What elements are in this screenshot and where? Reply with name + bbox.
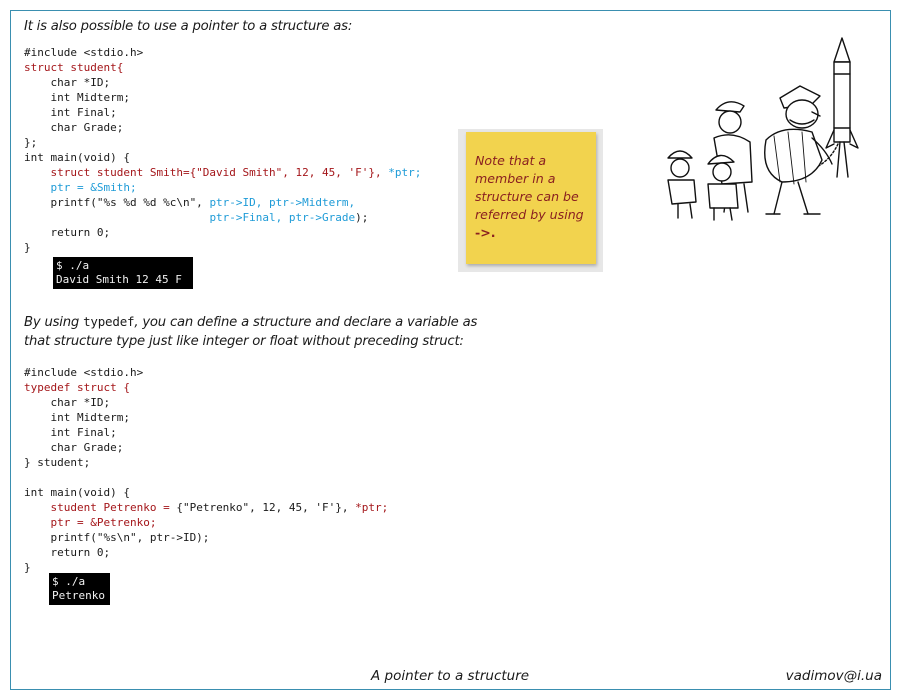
code-token: char Grade;	[24, 441, 124, 454]
code-token: int Midterm;	[24, 411, 130, 424]
cartoon-illustration	[662, 32, 886, 222]
paragraph-text: , you can define a structure and declare a variable as that structure type just like integer or float without preceding struct:	[24, 315, 478, 349]
code-token: #include <stdio.h>	[24, 46, 144, 59]
code-line	[24, 380, 388, 395]
code-token: ptr = &Petrenko;	[24, 516, 157, 529]
arrow-operator: ->.	[475, 225, 496, 240]
code-token: }	[24, 241, 31, 254]
terminal-line: David Smith 12 45 F	[56, 273, 182, 286]
code-line	[24, 500, 388, 515]
intro-text: It is also possible to use a pointer to a structure as:	[24, 19, 353, 34]
code-token: } student;	[24, 456, 91, 469]
slide-footer-title: A pointer to a structure	[371, 668, 530, 684]
man-figure-icon	[765, 86, 832, 214]
code-token: {"Petrenko", 12, 45, 'F'},	[176, 501, 356, 514]
code-token: int main(void) {	[24, 486, 130, 499]
code-token: char Grade;	[24, 121, 124, 134]
author-email: vadimov@i.ua	[785, 668, 882, 684]
code-line	[24, 225, 421, 240]
code-token: int Final;	[24, 106, 117, 119]
code-line	[24, 240, 421, 255]
code-token: printf("%s\n", ptr->ID);	[24, 531, 210, 544]
code-line	[24, 545, 388, 560]
code-line	[24, 485, 388, 500]
code-line	[24, 120, 421, 135]
code-token: student Petrenko =	[24, 501, 177, 514]
code-token: int main(void) {	[24, 151, 130, 164]
code-token: int Midterm;	[24, 91, 130, 104]
code-token: ptr = &Smith;	[24, 181, 137, 194]
code-line	[24, 75, 421, 90]
code-line	[24, 210, 421, 225]
sticky-note	[466, 132, 596, 264]
code-token: #include <stdio.h>	[24, 366, 144, 379]
code-token: typedef struct {	[24, 381, 130, 394]
terminal-output-2	[49, 573, 110, 605]
typedef-paragraph	[24, 312, 504, 351]
code-line	[24, 425, 388, 440]
code-token: return 0;	[24, 226, 111, 239]
code-token: int Final;	[24, 426, 117, 439]
code-line	[24, 90, 421, 105]
code-example-2	[24, 365, 388, 575]
code-token: return 0;	[24, 546, 111, 559]
code-line	[24, 365, 388, 380]
code-line	[24, 410, 388, 425]
code-line	[24, 195, 421, 210]
terminal-output-1	[53, 257, 193, 289]
code-line	[24, 470, 388, 485]
code-token: ptr->Final, ptr->Grade	[209, 211, 356, 224]
code-line	[24, 150, 421, 165]
terminal-line: Petrenko	[52, 589, 105, 602]
code-token: };	[24, 136, 38, 149]
sticky-note-text: Note that a member in a structure can be referred by using	[475, 153, 584, 222]
code-line	[24, 395, 388, 410]
code-line	[24, 180, 421, 195]
toddler-figure-icon	[668, 151, 696, 218]
code-token: char *ID;	[24, 396, 111, 409]
code-token: }	[24, 561, 31, 574]
code-token: struct student{	[24, 61, 124, 74]
terminal-line: $ ./a	[56, 259, 90, 272]
code-token: );	[355, 211, 369, 224]
code-token: char *ID;	[24, 76, 111, 89]
code-line	[24, 45, 421, 60]
paragraph-text: By using	[24, 315, 84, 330]
code-token	[24, 211, 209, 224]
code-token: *ptr;	[388, 166, 422, 179]
terminal-line: $ ./a	[52, 575, 86, 588]
code-line	[24, 135, 421, 150]
typedef-keyword: typedef	[83, 314, 135, 329]
code-line	[24, 440, 388, 455]
code-token: ptr->ID, ptr->Midterm,	[209, 196, 356, 209]
code-line	[24, 530, 388, 545]
code-token: struct student Smith={"David Smith", 12, 45, 'F'},	[24, 166, 389, 179]
code-line	[24, 105, 421, 120]
code-line	[24, 515, 388, 530]
code-example-1	[24, 45, 421, 255]
code-line	[24, 165, 421, 180]
code-token: *ptr;	[355, 501, 389, 514]
code-line	[24, 455, 388, 470]
code-line	[24, 60, 421, 75]
code-token: printf("%s %d %d %c\n",	[24, 196, 210, 209]
